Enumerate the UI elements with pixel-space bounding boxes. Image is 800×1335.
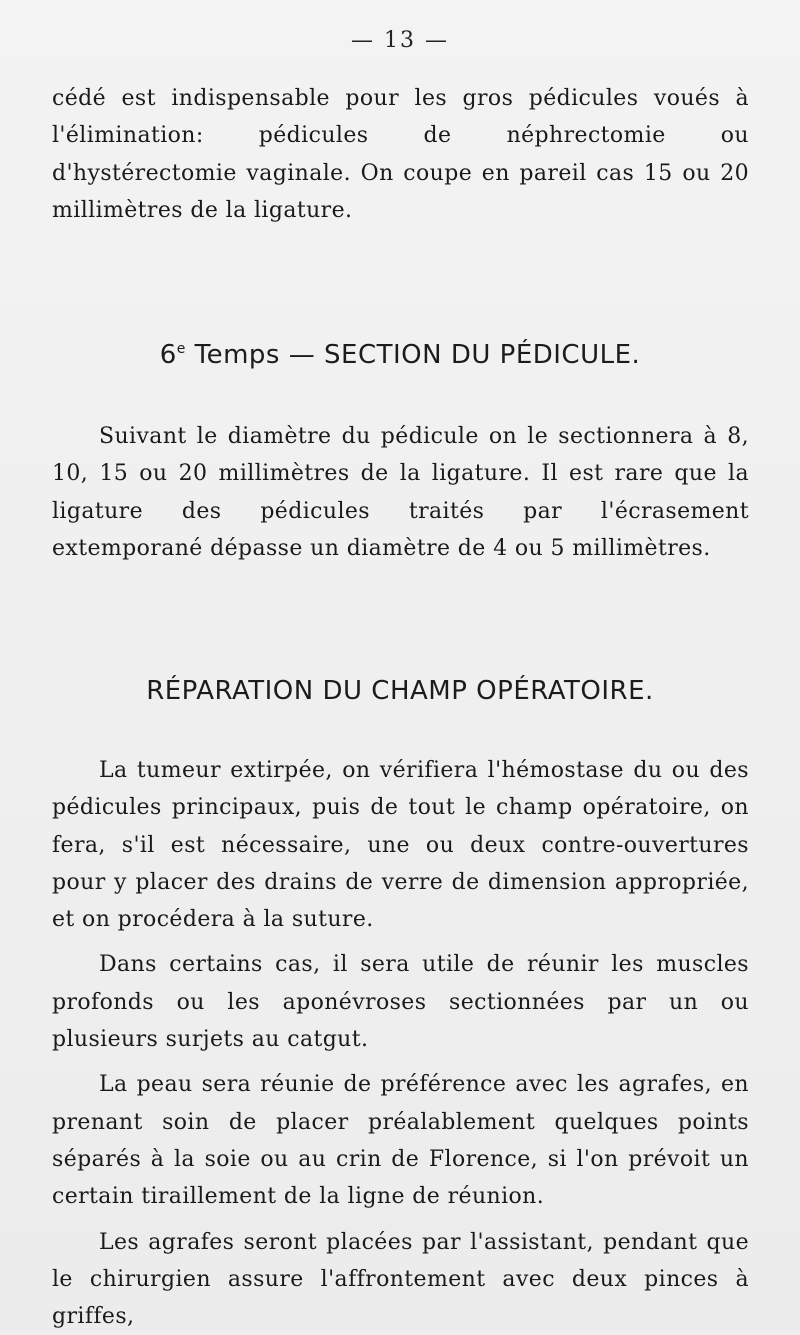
page-number: — 13 —	[351, 28, 449, 53]
reparation-body	[52, 752, 749, 1335]
paragraph-text: cédé est indispensable pour les gros pédicules voués à l'élimination: pédicules de néphrectomie ou d'hystérectomie vaginale. On coupe en pareil cas 15 ou 20 millimètres de la ligature.	[52, 86, 749, 223]
section-heading-section-du-pedicule	[0, 340, 800, 370]
paragraph-text: La peau sera réunie de préférence avec les agrafes, en prenant soin de placer préalablement quelques points séparés à la soie ou au crin de Florence, si l'on prévoit un certain tiraillement de la ligne de réunion.	[52, 1072, 749, 1210]
section-du-pedicule-body	[52, 418, 749, 567]
heading-text: Temps — SECTION DU PÉDICULE.	[185, 340, 641, 370]
continued-paragraph	[52, 80, 749, 229]
paragraph-text: Dans certains cas, il sera utile de réunir les muscles profonds ou les aponévroses sectionnées par un ou plusieurs surjets au catgut.	[52, 952, 749, 1053]
section-heading-reparation: RÉPARATION DU CHAMP OPÉRATOIRE.	[146, 676, 654, 706]
heading-ordinal-suffix: e	[176, 341, 186, 357]
paragraph-text: Suivant le diamètre du pédicule on le sectionnera à 8, 10, 15 ou 20 millimètres de la ligature. Il est rare que la ligature des pédicules traités par l'écrasement extemporané dépasse un diamètre de 4 ou 5 millimètres.	[52, 424, 749, 561]
paragraph-text: Les agrafes seront placées par l'assistant, pendant que le chirurgien assure l'affrontement avec deux pinces à griffes,	[52, 1229, 749, 1330]
paragraph-text: La tumeur extirpée, on vérifiera l'hémostase du ou des pédicules principaux, puis de tout le champ opératoire, on fera, s'il est nécessaire, une ou deux contre-ouvertures pour y placer des drains de verre de dimension appropriée, et on procédera à la suture.	[52, 758, 749, 933]
heading-number: 6	[159, 340, 177, 370]
